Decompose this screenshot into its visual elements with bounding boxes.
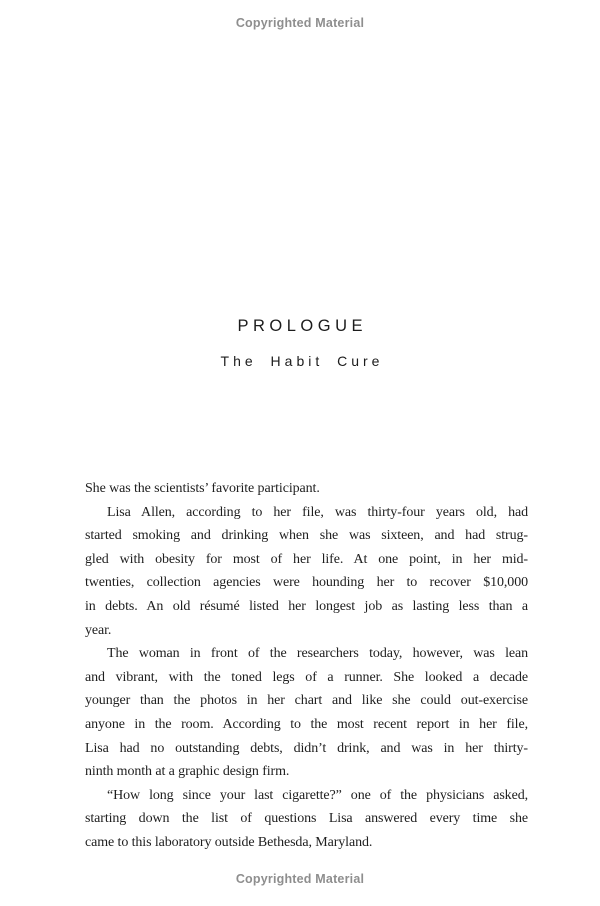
copyright-watermark-bottom: Copyrighted Material (235, 872, 365, 886)
text-line: in debts. An old résumé listed her longest job as lasting less than a (85, 598, 528, 614)
text-line: started smoking and drinking when she was sixteen, and had strug- (85, 528, 528, 544)
chapter-title: PROLOGUE (237, 317, 368, 335)
chapter-subtitle: The Habit Cure (220, 353, 384, 369)
paragraph (85, 784, 528, 855)
text-line: “How long since your last cigarette?” one of the physicians asked, (107, 787, 528, 803)
body-text (85, 477, 528, 855)
text-line: anyone in the room. According to the most recent report in her file, (85, 716, 528, 732)
text-line: ninth month at a graphic design firm. (85, 764, 290, 780)
text-line: gled with obesity for most of her life. At one point, in her mid- (85, 551, 528, 567)
text-line: came to this laboratory outside Bethesda, Maryland. (85, 834, 373, 850)
copyright-watermark-top: Copyrighted Material (235, 16, 365, 30)
text-line: younger than the photos in her chart and like she could out-exercise (85, 693, 528, 709)
text-line: twenties, collection agencies were hounding her to recover $10,000 (85, 575, 528, 591)
text-line: starting down the list of questions Lisa answered every time she (85, 811, 528, 827)
text-line: Lisa Allen, according to her file, was thirty-four years old, had (107, 504, 528, 520)
text-line: year. (85, 622, 112, 638)
text-line: She was the scientists’ favorite participant. (85, 481, 320, 496)
text-line: and vibrant, with the toned legs of a runner. She looked a decade (85, 669, 528, 685)
paragraph (85, 642, 528, 784)
text-line: The woman in front of the researchers today, however, was lean (107, 646, 528, 662)
paragraph (85, 477, 528, 501)
paragraph (85, 501, 528, 643)
text-line: Lisa had no outstanding debts, didn’t drink, and was in her thirty- (85, 740, 528, 756)
